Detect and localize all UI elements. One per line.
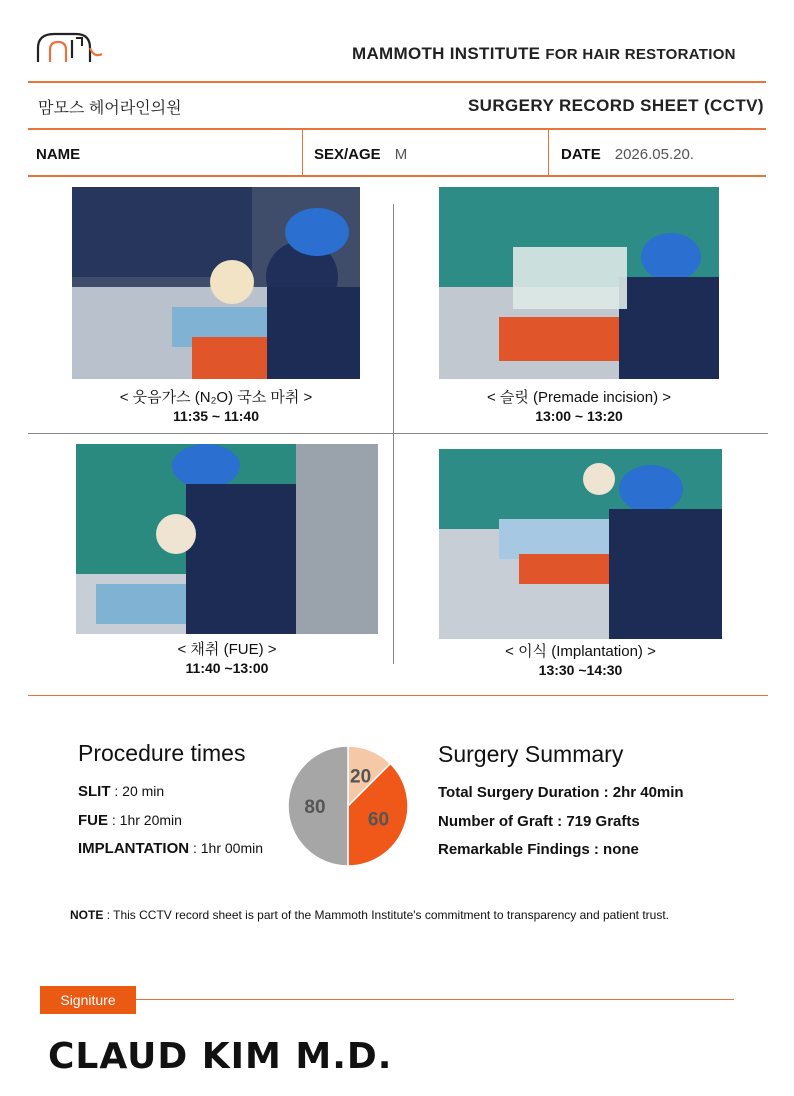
name-label: NAME	[36, 146, 81, 163]
pie-label-implantation: 60	[367, 809, 390, 831]
caption-time: 11:35 ~ 11:40	[172, 408, 260, 424]
grid-horizontal-line	[28, 433, 768, 434]
photo-caption-anesthesia	[72, 388, 360, 426]
summary-duration: Total Surgery Duration : 2hr 40min	[438, 784, 684, 801]
pie-label-fue: 80	[304, 797, 326, 818]
caption-title: < 슬릿 (Premade incision) >	[486, 389, 672, 406]
institute-main: MAMMOTH INSTITUTE	[352, 44, 541, 63]
row-separator-2	[548, 129, 549, 176]
caption-time: 13:00 ~ 13:20	[535, 408, 623, 424]
photo-caption-slit	[439, 388, 719, 426]
grid-vertical-line	[393, 204, 394, 664]
pie-label-slit: 20	[350, 766, 372, 788]
cctv-photo-slit	[439, 187, 719, 379]
procedure-implantation	[78, 840, 263, 857]
surgery-summary-title: Surgery Summary	[438, 741, 624, 767]
header-divider	[28, 81, 766, 83]
date-label: DATE	[561, 146, 601, 163]
procedure-pie-chart	[286, 744, 410, 868]
row-separator-1	[302, 129, 303, 176]
cctv-photo-fue	[76, 444, 378, 634]
procedure-label: IMPLANTATION	[78, 840, 190, 857]
sheet-title: SURGERY RECORD SHEET (CCTV)	[467, 96, 764, 115]
procedure-times-title: Procedure times	[78, 740, 246, 766]
date-value: 2026.05.20.	[614, 146, 694, 163]
title-divider	[28, 128, 766, 130]
institute-name	[352, 44, 736, 64]
sex-age-field	[314, 146, 407, 163]
caption-title: < 채취 (FUE) >	[177, 641, 277, 658]
summary-grafts: Number of Graft : 719 Grafts	[438, 813, 640, 830]
caption-time: 13:30 ~14:30	[538, 662, 623, 678]
institute-sub: FOR HAIR RESTORATION	[545, 46, 736, 63]
note-text: : This CCTV record sheet is part of the Mammoth Institute's commitment to transparency and patient trust.	[106, 908, 669, 922]
sex-age-value: M	[394, 146, 408, 163]
signature-label: Signiture	[40, 986, 136, 1014]
procedure-slit	[78, 783, 164, 800]
mammoth-logo	[36, 28, 108, 64]
clinic-korean-name: 맘모스 헤어라인의원	[38, 100, 182, 117]
cctv-photo-implantation	[439, 449, 722, 639]
procedure-value: : 1hr 20min	[111, 812, 182, 828]
date-field	[561, 146, 694, 163]
caption-time: 11:40 ~13:00	[185, 660, 269, 676]
note-label: NOTE	[70, 908, 104, 922]
patient-row-divider	[28, 175, 766, 177]
signature-line	[136, 999, 734, 1000]
caption-title: < 웃음가스 (N₂O) 국소 마취 >	[119, 389, 313, 406]
procedure-label: FUE	[78, 812, 108, 829]
doctor-name: CLAUD KIM M.D.	[48, 1036, 393, 1077]
sex-age-label: SEX/AGE	[314, 146, 381, 163]
photo-caption-implantation	[439, 642, 722, 680]
procedure-value: : 1hr 00min	[192, 840, 264, 856]
procedure-label: SLIT	[78, 783, 111, 800]
photos-divider	[28, 695, 768, 696]
note	[70, 908, 669, 922]
photo-caption-fue	[76, 640, 378, 678]
summary-findings: Remarkable Findings : none	[438, 841, 639, 858]
procedure-value: : 20 min	[114, 783, 165, 799]
procedure-fue	[78, 812, 182, 829]
cctv-photo-anesthesia	[72, 187, 360, 379]
caption-title: < 이식 (Implantation) >	[505, 643, 656, 660]
